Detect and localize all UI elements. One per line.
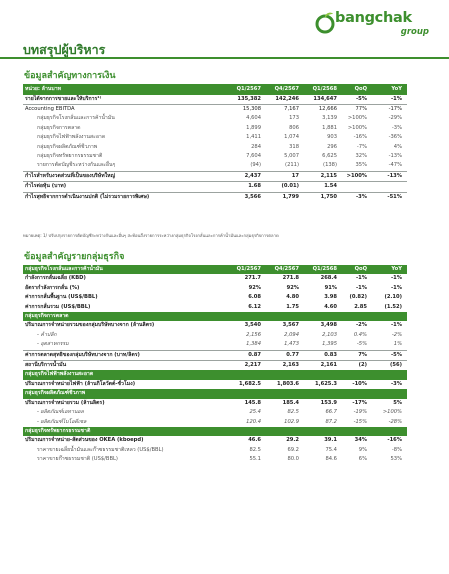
table-row [23,293,407,302]
row-label: ค่าการตลาดสุทธิของกลุ่มบริษัทบางจาก (บาท/ลิตร) [23,350,225,360]
row-label: ปริมาณการจำหน่าย-สัดส่วนของ OKEA (kboepd) [25,437,144,444]
header-q1-2567: Q1/2567 [225,84,263,95]
header-qoq: QoQ [339,265,369,274]
cell-yoy: -3% [391,380,402,387]
cell-q1-2567: 2,437 [225,171,263,181]
brand-name: bangchak [335,10,412,26]
cell-qoq: 2.85 [354,303,367,310]
table-header-row [23,84,407,95]
cell-yoy: (1.52) [384,303,402,310]
table-row [23,182,407,192]
cell-qoq: -1% [356,275,367,282]
row-label: - อุตสาหกรรม [37,341,69,348]
cell-q1-2568: 2,103 [322,331,337,338]
cell-q1-2567: 135,382 [237,95,261,102]
cell-yoy: 53% [390,456,402,463]
cell-yoy: -1% [391,322,402,329]
header-yoy: YoY [369,84,407,95]
group-header-row [23,370,407,379]
header-yoy [369,370,407,379]
header-yoy [369,312,407,321]
table-row [23,104,407,114]
cell-qoq: -10% [352,380,367,387]
cell-qoq: >100% [347,115,367,122]
group-header-row [23,427,407,436]
header-unit: หน่วย: ล้านบาท [23,84,225,95]
cell-yoy: >100% [382,409,402,416]
header-q4-2567: Q4/2567 [263,265,301,274]
header-q1-2568 [301,389,339,398]
cell-q1-2568: 91% [324,284,337,291]
cell-yoy: -8% [391,446,402,453]
row-label: กำไรสำหรับงวดส่วนที่เป็นของบริษัทใหญ่ [23,171,225,181]
cell-q1-2568: 6,625 [322,152,337,159]
cell-q4-2567: 92% [286,284,299,291]
cell-q4-2567: 0.77 [263,350,301,360]
table-row [23,380,407,389]
cell-qoq: -3% [339,192,369,202]
cell-yoy: -17% [369,104,407,114]
cell-q1-2568: 75.4 [325,446,337,453]
cell-q1-2567: 0.87 [225,350,263,360]
row-label: ปริมาณการจำหน่ายรวม (ล้านลิตร) [25,399,105,406]
header-q1-2568 [301,427,339,436]
cell-yoy: 5% [393,399,402,406]
cell-q4-2567: 82.5 [287,409,299,416]
header-yoy: YoY [369,265,407,274]
row-label: ค่าการกลั่นพื้นฐาน (US$/BBL) [25,294,98,301]
row-label: กลุ่มธุรกิจทรัพยากรธรรมชาติ [37,152,103,159]
cell-q1-2568: 4.60 [324,303,337,310]
cell-q1-2568: 1.54 [301,182,339,192]
cell-q1-2567: 2,156 [246,331,261,338]
table-row [23,436,407,445]
cell-q4-2567: 185.4 [282,399,299,406]
cell-q1-2567: 145.8 [244,399,261,406]
cell-qoq: -7% [356,143,367,150]
row-label: สถานีบริการน้ำมัน [23,361,225,371]
row-label: ปริมาณการจำหน่ายไฟฟ้า (ล้านกิโลวัตต์-ชั่วโมง) [25,380,136,387]
page-title: บทสรุปผู้บริหาร [23,42,106,57]
cell-q4-2567: 3,567 [282,322,299,329]
cell-q4-2567: 2,094 [284,331,299,338]
cell-qoq: 9% [358,446,367,453]
table-row [23,161,407,171]
table-row [23,95,407,105]
row-label: - ผลิตภัณฑ์เอทานอล [37,409,84,416]
cell-q1-2568: 3.98 [324,294,337,301]
row-label: กลุ่มธุรกิจไฟฟ้าพลังงานสะอาด [37,134,106,141]
cell-q4-2567: 1,074 [284,134,299,141]
cell-yoy: -16% [387,437,402,444]
header-q1-2568 [301,370,339,379]
leaf-logo-icon [315,12,335,34]
cell-q1-2567: 3,540 [244,322,261,329]
cell-q1-2567: 55.1 [249,456,261,463]
cell-yoy: -29% [388,115,402,122]
cell-q1-2568: 39.1 [324,437,337,444]
cell-yoy: -2% [391,331,402,338]
cell-q4-2567: (0.01) [263,182,301,192]
cell-q1-2568: 66.7 [325,409,337,416]
cell-q1-2568: 268.4 [320,275,337,282]
cell-yoy: 1% [393,341,402,348]
row-label: กำลังการกลั่นเฉลี่ย (KBD) [25,275,86,282]
cell-yoy: -47% [388,162,402,169]
cell-q1-2567: 1,899 [246,124,261,131]
header-q1-2567: Q1/2567 [225,265,263,274]
cell-q1-2568: 3,139 [322,115,337,122]
table-row [23,446,407,455]
business-table [23,265,407,465]
section-financial-title: ข้อมูลสำคัญทางการเงิน [24,71,116,81]
header-qoq [339,427,369,436]
header-q4-2567 [263,427,301,436]
table-row [23,361,407,371]
cell-q1-2568: 1,625.3 [315,380,337,387]
cell-q4-2567: 2,163 [263,361,301,371]
cell-q4-2567: 4.80 [286,294,299,301]
cell-q1-2568: 84.6 [325,456,337,463]
cell-q1-2567: 15,308 [225,104,263,114]
cell-q1-2567: 92% [248,284,261,291]
cell-q4-2567: 1,799 [263,192,301,202]
cell-q4-2567: 1,473 [284,341,299,348]
cell-qoq: -17% [352,399,367,406]
cell-q1-2567: 6.08 [248,294,261,301]
cell-yoy: -1% [391,95,402,102]
row-label: กลุ่มธุรกิจผลิตภัณฑ์ชีวภาพ [37,143,98,150]
header-q4-2567 [263,312,301,321]
cell-qoq: >100% [339,171,369,181]
cell-q1-2567: 82.5 [249,446,261,453]
cell-qoq: 6% [358,456,367,463]
cell-q1-2567: 46.6 [248,437,261,444]
cell-q1-2568: 1,881 [322,124,337,131]
cell-yoy: -36% [388,134,402,141]
cell-yoy: -13% [369,171,407,181]
header-q4-2567 [263,389,301,398]
cell-q4-2567: 102.9 [284,418,299,425]
cell-q4-2567: 806 [289,124,299,131]
row-label: Accounting EBITDA [23,104,225,114]
table-row [23,152,407,161]
table-row [23,340,407,350]
row-label: ราคาขายเฉลี่ยน้ำมันและก๊าซธรรมชาติเหลว (US$/BBL) [37,446,164,453]
group-header-row [23,265,407,274]
cell-q4-2567: 29.2 [286,437,299,444]
cell-qoq: >100% [347,124,367,131]
cell-qoq: 7% [339,350,369,360]
row-label: กลุ่มธุรกิจโรงกลั่นและการค้าน้ำมัน [37,115,115,122]
table-row [23,418,407,427]
header-q1-2567 [225,312,263,321]
cell-qoq: -19% [353,409,367,416]
row-label: ปริมาณการจำหน่ายรวมของกลุ่มบริษัทบางจาก (ล้านลิตร) [25,322,155,329]
cell-q4-2567: 318 [289,143,299,150]
cell-qoq: 32% [355,152,367,159]
cell-q4-2567: 80.0 [287,456,299,463]
header-qoq [339,312,369,321]
cell-q4-2567: 7,167 [263,104,301,114]
cell-q1-2568: 153.9 [320,399,337,406]
cell-yoy: -51% [369,192,407,202]
header-yoy [369,389,407,398]
cell-q4-2567: (211) [285,162,299,169]
row-label: ราคาขายก๊าซธรรมชาติ (US$/BBL) [37,456,118,463]
table-row [23,133,407,142]
cell-qoq: (0.82) [349,294,367,301]
cell-yoy: 4% [393,143,402,150]
cell-qoq: 0.4% [353,331,367,338]
cell-yoy: -28% [388,418,402,425]
cell-yoy: (56) [369,361,407,371]
cell-q1-2567: 2,217 [225,361,263,371]
table-row [23,171,407,181]
table-row [23,350,407,360]
cell-qoq: 77% [339,104,369,114]
table-row [23,284,407,293]
group-name: กลุ่มธุรกิจการตลาด [23,312,225,321]
header-qoq [339,389,369,398]
financial-table [23,84,407,202]
cell-q4-2567: 5,007 [284,152,299,159]
row-label: - ค้าปลีก [37,331,57,338]
cell-qoq: 35% [355,162,367,169]
cell-qoq: -1% [356,284,367,291]
cell-q1-2568: 2,161 [301,361,339,371]
row-label: - ผลิตภัณฑ์ไบโอดีเซล [37,418,87,425]
table-row [23,455,407,464]
group-name: กลุ่มธุรกิจโรงกลั่นและการค้าน้ำมัน [23,265,225,274]
cell-q4-2567: 1.75 [286,303,299,310]
cell-q1-2568: 1,395 [322,341,337,348]
cell-q4-2567: 1,803.6 [277,380,299,387]
cell-yoy: -13% [388,152,402,159]
cell-qoq: -5% [356,341,367,348]
cell-qoq: (2) [339,361,369,371]
header-qoq: QoQ [339,84,369,95]
header-q1-2567 [225,370,263,379]
table-row [23,274,407,283]
cell-q1-2567: 1,411 [246,134,261,141]
cell-q1-2568: 134,647 [313,95,337,102]
cell-yoy: -1% [391,284,402,291]
row-label: รายได้จากการขายและให้บริการ¹⁾ [25,95,102,102]
cell-q4-2567: 271.8 [282,275,299,282]
header-yoy [369,427,407,436]
group-header-row [23,389,407,398]
header-q1-2568: Q1/2568 [301,84,339,95]
cell-qoq: -5% [356,95,367,102]
title-divider [0,57,449,59]
table-row [23,408,407,417]
cell-q1-2567: 1,682.5 [239,380,261,387]
section-business-title: ข้อมูลสำคัญรายกลุ่มธุรกิจ [24,252,125,262]
table-row [23,331,407,340]
cell-q1-2567: 4,604 [246,115,261,122]
cell-qoq [339,182,369,192]
cell-qoq: 34% [354,437,367,444]
cell-q1-2568: 903 [327,134,337,141]
header-q4-2567 [263,370,301,379]
header-q1-2568 [301,312,339,321]
cell-q1-2568: (138) [323,162,337,169]
group-name: กลุ่มธุรกิจไฟฟ้าพลังงานสะอาด [23,370,225,379]
row-label: กำไรสุทธิจากการดำเนินงานปกติ (ไม่รวมรายการพิเศษ) [23,192,225,202]
table-row [23,114,407,123]
header-q1-2567 [225,427,263,436]
cell-q1-2567: 7,604 [246,152,261,159]
group-header-row [23,312,407,321]
header-qoq [339,370,369,379]
cell-q1-2567: 6.12 [248,303,261,310]
cell-q1-2568: 12,666 [301,104,339,114]
brand-sub: group [400,27,429,37]
cell-qoq: -16% [353,134,367,141]
cell-q1-2568: 87.2 [325,418,337,425]
cell-yoy: -5% [369,350,407,360]
cell-q1-2567: 284 [251,143,261,150]
table-row [23,399,407,408]
cell-yoy: (2.10) [384,294,402,301]
table-row [23,192,407,202]
cell-q1-2567: (94) [250,162,261,169]
cell-q1-2568: 2,115 [301,171,339,181]
group-name: กลุ่มธุรกิจทรัพยากรธรรมชาติ [23,427,225,436]
cell-q1-2567: 120.4 [246,418,261,425]
row-label: กำไรต่อหุ้น (บาท) [23,182,225,192]
header-q4-2567: Q4/2567 [263,84,301,95]
cell-q1-2568: 0.83 [301,350,339,360]
cell-q4-2567: 69.2 [287,446,299,453]
table-row [23,143,407,152]
table-row [23,321,407,330]
cell-q1-2568: 1,750 [301,192,339,202]
cell-yoy: -3% [391,124,402,131]
cell-q1-2567: 271.7 [244,275,261,282]
table-row [23,124,407,133]
footnote: หมายเหตุ: 1/ ปรับปรุงรายการตัดบัญชีระหว่างกันและอื่นๆ สะท้อนถึงรายการระหว่างกลุ่มธุรกิจโรงกลั่นและการค้าน้ำมันและกลุ่มธุรกิจการตลาด [23,233,279,238]
cell-qoq: -2% [356,322,367,329]
cell-qoq: -15% [353,418,367,425]
bangchak-logo [315,10,435,42]
cell-q1-2568: 3,498 [320,322,337,329]
row-label: รายการตัดบัญชีระหว่างกันและอื่นๆ [37,162,116,169]
cell-q1-2567: 3,566 [225,192,263,202]
cell-q1-2567: 1.68 [225,182,263,192]
cell-yoy: -1% [391,275,402,282]
cell-q4-2567: 17 [263,171,301,181]
row-label: อัตรากำลังการกลั่น (%) [25,284,80,291]
cell-q1-2568: 296 [327,143,337,150]
row-label: ค่าการกลั่นรวม (US$/BBL) [25,303,91,310]
cell-yoy [369,182,407,192]
cell-q1-2567: 25.4 [249,409,261,416]
header-q1-2567 [225,389,263,398]
table-row [23,303,407,312]
cell-q1-2567: 1,384 [246,341,261,348]
header-q1-2568: Q1/2568 [301,265,339,274]
cell-q4-2567: 142,246 [275,95,299,102]
row-label: กลุ่มธุรกิจการตลาด [37,124,81,131]
group-name: กลุ่มธุรกิจผลิตภัณฑ์ชีวภาพ [23,389,225,398]
cell-q4-2567: 173 [289,115,299,122]
